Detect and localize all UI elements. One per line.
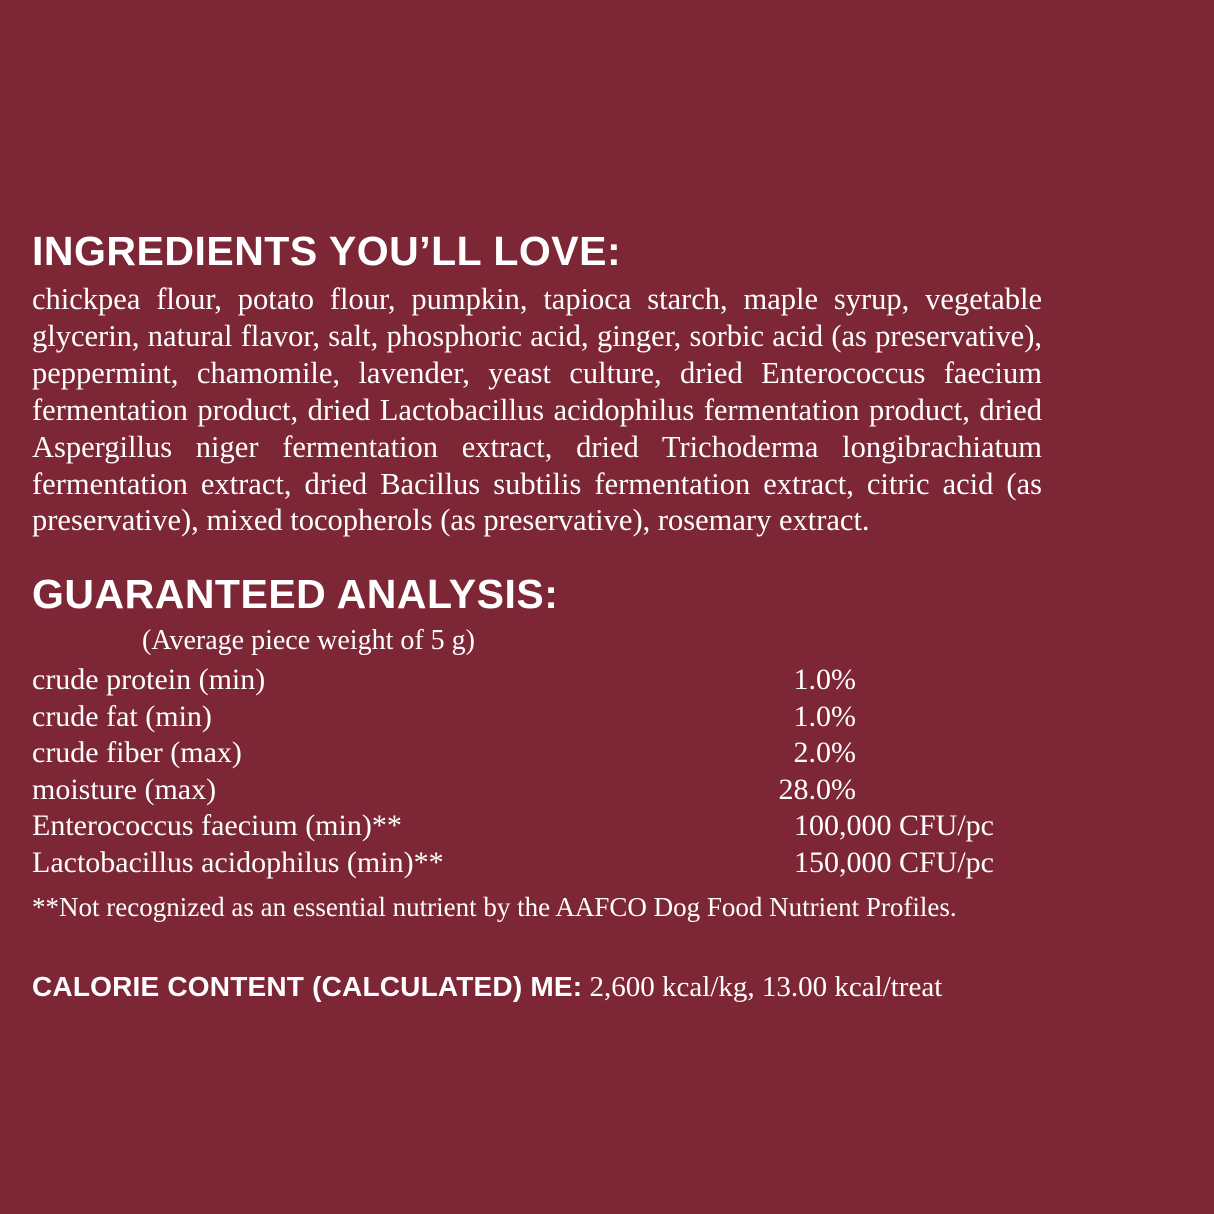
nutrient-label: Enterococcus faecium (min)** (32, 809, 402, 843)
nutrient-value: 2.0% (793, 736, 856, 770)
ingredients-heading: INGREDIENTS YOU’LL LOVE: (32, 228, 622, 274)
nutrient-value: 100,000 CFU/pc (793, 809, 994, 843)
table-row (32, 735, 1182, 772)
nutrient-label: crude fat (min) (32, 699, 212, 733)
table-row (32, 808, 1182, 845)
nutrient-value: 28.0% (778, 772, 856, 806)
guaranteed-analysis-table (32, 662, 1182, 882)
table-row (32, 699, 1182, 736)
nutrient-value: 1.0% (793, 699, 856, 733)
aafco-footnote: **Not recognized as an essential nutrient by the AAFCO Dog Food Nutrient Profiles. (32, 892, 957, 923)
calorie-content-section (32, 970, 1182, 1005)
nutrient-label: Lactobacillus acidophilus (min)** (32, 845, 444, 879)
average-piece-weight: (Average piece weight of 5 g) (142, 625, 475, 657)
nutrient-value: 1.0% (793, 662, 856, 696)
nutrient-label: crude fiber (max) (32, 736, 242, 770)
nutrient-label: moisture (max) (32, 772, 217, 806)
table-row (32, 845, 1182, 882)
nutrient-value: 150,000 CFU/pc (793, 845, 994, 879)
guaranteed-analysis-heading: GUARANTEED ANALYSIS: (32, 571, 559, 618)
table-row (32, 662, 1182, 699)
nutrient-label: crude protein (min) (32, 662, 266, 696)
table-row (32, 772, 1182, 809)
guaranteed-analysis-section (32, 573, 1182, 924)
calorie-content-value: 2,600 kcal/kg, 13.00 kcal/treat (589, 970, 943, 1003)
ingredients-list: chickpea flour, potato flour, pumpkin, tapioca starch, maple syrup, vegetable glycerin, natural flavor, salt, phosphoric acid, ginger, sorbic acid (as preservative), peppermint, chamomile, lavender, yeast culture, dried Enterococcus faecium fermentation product, dried Lactobacillus acidophilus fermentation product, dried Aspergillus niger fermentation extract, dried Trichoderma longibrachiatum fermentation extract, dried Bacillus subtilis fermentation extract, citric acid (as preservative), mixed tocopherols (as preservative), rosemary extract. (32, 282, 1042, 538)
calorie-content-label: CALORIE CONTENT (CALCULATED) ME: (32, 970, 583, 1002)
